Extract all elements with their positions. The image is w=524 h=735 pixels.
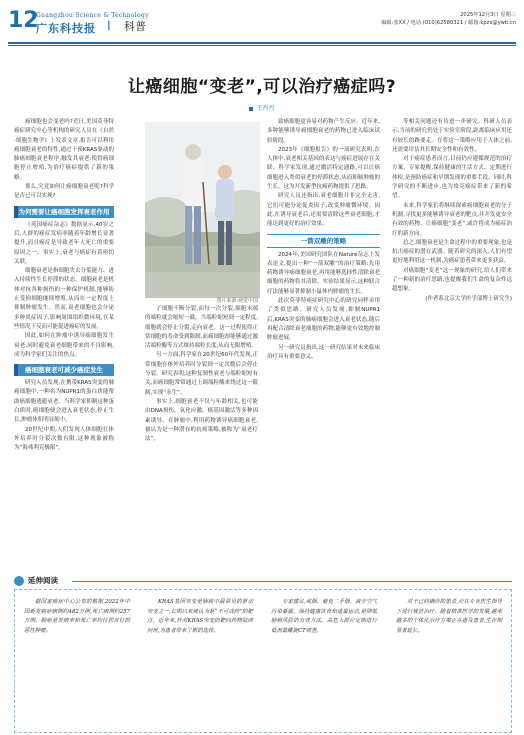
author-name: 王丹丹 bbox=[256, 105, 275, 112]
paragraph: 研究人员还指出,衰老细胞并非完全无害,它们可能分泌促炎因子,改变肿瘤微环境。因此,在诱导衰老后,还需要清除这些衰老细胞,才能达到更好的治疗效果。 bbox=[267, 193, 380, 228]
header-rule bbox=[8, 42, 516, 44]
paragraph: 2023年《细胞报告》的一项研究表明,在人体中,衰老相关基因的表达与癌症进展存在关联。科学家发现,通过激活特定通路,可以让癌细胞进入类似衰老的停滞状态,从而抑制肿瘤的生长。这为开发新型抗癌药物提供了思路。 bbox=[267, 146, 380, 191]
extended-reading-header bbox=[14, 576, 512, 586]
paragraph: 据国家癌症中心公布的数据,2022年中国新发癌症病例约482万例,死亡病例约257万例。肺癌是发病率和死亡率均位居首位的恶性肿瘤。 bbox=[24, 599, 130, 634]
paragraph: 专家建议,戒烟、避免二手烟、减少空气污染暴露、保持健康饮食和适量运动,是降低肺癌风险的有效方法。高危人群应定期进行低剂量螺旋CT筛查。 bbox=[271, 599, 377, 634]
header-rule-thin bbox=[8, 45, 516, 46]
paragraph: 致癌细胞更容易对药物产生反应。近年来,多种能够诱导癌细胞衰老的药物已进入临床试验阶段。 bbox=[267, 119, 380, 144]
subheading: 一箭双雕的策略 bbox=[267, 234, 380, 248]
paragraph: 那么,究竟如何让癌细胞衰老呢?科学是否已可以实现? bbox=[14, 184, 114, 200]
author-credit: (作者系北京大学医学部博士研究生) bbox=[425, 295, 512, 302]
extended-column-3 bbox=[271, 598, 377, 636]
extended-reading-title: 延伸阅读 bbox=[28, 576, 58, 585]
extended-column-1 bbox=[24, 598, 130, 636]
paragraph: 未来,科学家们将继续探索癌细胞衰老的分子机制,寻找更多能够诱导衰老的靶点,并开发更安全有效的药物。让癌细胞“变老”,或许将成为癌症治疗的新方向。 bbox=[392, 202, 512, 237]
header-meta bbox=[381, 11, 516, 27]
extended-column-4 bbox=[396, 598, 502, 636]
column-2 bbox=[145, 305, 258, 444]
paragraph: KRAS基因突变是肺癌中最常见的驱动突变之一,长期以来被认为是“不可成药”的靶点。近年来,针对KRAS突变的靶向药物陆续问世,为患者带来了新的选择。 bbox=[147, 599, 253, 634]
paragraph: 因此,如何在肿瘤中诱导癌细胞发生衰老,同时避免衰老细胞带来的不良影响,成为科学家们关注的焦点。 bbox=[14, 333, 114, 358]
paragraph: 细胞衰老是指细胞失去分裂能力、进入持续性生长停滞的状态。细胞衰老是机体对抗各种损伤的一种保护机制,能够防止受损细胞继续增殖,从而在一定程度上抑制肿瘤发生。然而,衰老细胞也会分泌多种炎症因子,影响周围组织微环境,在某些情况下反而可能促进癌症的发展。 bbox=[14, 268, 114, 330]
publication-name-en: Guangzhou Science & Technology bbox=[36, 12, 149, 19]
paragraph: 事实上,细胞衰老不仅与年龄相关,也可能由DNA损伤、氧化应激、癌基因激活等多种因素诱导。在肿瘤中,利用药物诱导癌细胞衰老,被认为是一种潜在的抗癌策略,被称为“衰老疗法”。 bbox=[145, 398, 258, 443]
byline-marker-icon bbox=[249, 107, 253, 111]
page-number: 12 bbox=[8, 8, 39, 33]
subheading: 癌细胞衰老可减少癌症发生 bbox=[14, 364, 114, 376]
paragraph: 研究人员发现,在携带KRAS突变的肺癌细胞中,一种名为NUPR1的蛋白质能帮助癌细胞逃避衰老。当科学家抑制这种蛋白质时,癌细胞便会进入衰老状态,停止生长,肿瘤体积明显缩小。 bbox=[14, 380, 114, 424]
author-byline bbox=[0, 103, 524, 112]
paragraph: 此次莫菲特癌症研究中心的研究同样采用了类似思路。研究人员发现,抑制NUPR1后,KRAS突变的肺癌细胞会进入衰老状态,随后再配合清除衰老细胞的药物,能够更有效地控制肿瘤进展。 bbox=[267, 298, 380, 342]
subheading: 为何需要让癌细胞发挥衰老作用 bbox=[14, 206, 114, 218]
elderly-couple-walking-image bbox=[145, 122, 260, 298]
paragraph: 等相关问题还有待进一步研究。科研人员表示,当前的研究仍处于实验室阶段,距离临床应用还有较长的路要走。在将这一策略应用于人体之前,还需要评估其长期安全性和有效性。 bbox=[392, 119, 512, 153]
extended-reading-rule bbox=[72, 581, 512, 582]
paragraph: 对癌细胞“变老”这一现象的研究,给人们带来了一种新的治疗思路,也提醒我们生命的复杂性远超想象。 bbox=[392, 267, 512, 293]
article-photo bbox=[145, 122, 260, 298]
section-divider: | bbox=[107, 20, 111, 31]
photo-caption: 图片来源:视觉中国 bbox=[216, 298, 258, 304]
paragraph: 《英国癌症杂志》数据显示,40岁之后,人群的癌症发病率随着年龄增长显著提升,而且癌症是导致老年人死亡的重要原因之一。事实上,衰老与癌症有着密切关联。 bbox=[14, 221, 114, 265]
editor-info: 编辑:张XX / 电话:(010)62580321 / 邮箱:kpzx@ywb.cn bbox=[381, 20, 516, 26]
paragraph: 对于癌症患者而言,目前仍应遵循规范的治疗方案。专家提醒,保持健康的生活方式、定期进行体检,是预防癌症和早期发现的重要手段。同时,科学研究的不断进步,也为攻克癌症带来了新的希望。 bbox=[392, 156, 512, 200]
paragraph: 2024年,美国研究团队在Nature杂志上发表论文,提出一种“一箭双雕”的治疗策略:先用药物诱导癌细胞衰老,再用能够选择性清除衰老细胞的药物将其清除。实验结果显示,这种联合疗法能够显著抑制小鼠体内肿瘤的生长。 bbox=[267, 251, 380, 295]
publication-name-cn: 广东科技报 bbox=[36, 22, 96, 35]
column-3 bbox=[267, 118, 380, 362]
paragraph: 对于已经确诊的患者,应在专业医生指导下进行规范治疗。随着精准医学的发展,越来越多的个体化治疗方案正在惠及患者,生存期显著延长。 bbox=[396, 599, 502, 634]
paragraph: 另一方面,科学家在20世纪60年代发现,正常细胞在体外培养时分裂到一定次数后会停止分裂。研究表明,这种复制性衰老与端粒缩短有关,而癌细胞常常通过上调端粒酶来绕过这一限制,实现“永生”。 bbox=[145, 352, 258, 396]
article-title: 让癌细胞“变老”,可以治疗癌症吗? bbox=[127, 77, 397, 97]
paragraph: 总之,细胞衰老是生命过程中的重要现象,也是抗击癌症的潜在武器。随着研究的深入,人们有望更好地利用这一机制,为癌症患者带来更多获益。 bbox=[392, 239, 512, 265]
paragraph: 癌细胞也会变老吗?近日,美国莫菲特癌症研究中心等机构的研究人员在《自然·细胞生物学》上发表文章,报告可以利用癌细胞衰老的特性,通过干预KRAS驱动的肺癌细胞衰老程序,触发其衰老,使得癌细胞停止增殖,为治疗癌症提供了新的策略。 bbox=[14, 119, 114, 181]
section-name: 科普 bbox=[124, 20, 146, 33]
extended-reading-icon bbox=[14, 576, 24, 586]
paragraph: 子细胞不断分裂,而每一次分裂,细胞末端的端粒就会缩短一截。当端粒缩短到一定程度,细胞就会停止分裂,走向衰老。这一过程使得正常细胞的寿命受到限制,而癌细胞却能够通过激活端粒酶等方式维持端粒长度,从而无限增殖。 bbox=[145, 306, 258, 350]
issue-date: 2025年12月3日 星期三 bbox=[460, 12, 516, 18]
paragraph: 另一研究员指出,这一研究结果对未来临床治疗具有重要意义。 bbox=[267, 344, 380, 360]
page-header bbox=[0, 0, 524, 46]
column-1 bbox=[14, 118, 114, 454]
extended-column-2 bbox=[147, 598, 253, 636]
paragraph: 20世纪中期,人们发现人体细胞在体外培养时分裂次数有限,这种现象被称为“海弗利克极限”。 bbox=[14, 426, 114, 452]
column-4 bbox=[392, 118, 512, 304]
